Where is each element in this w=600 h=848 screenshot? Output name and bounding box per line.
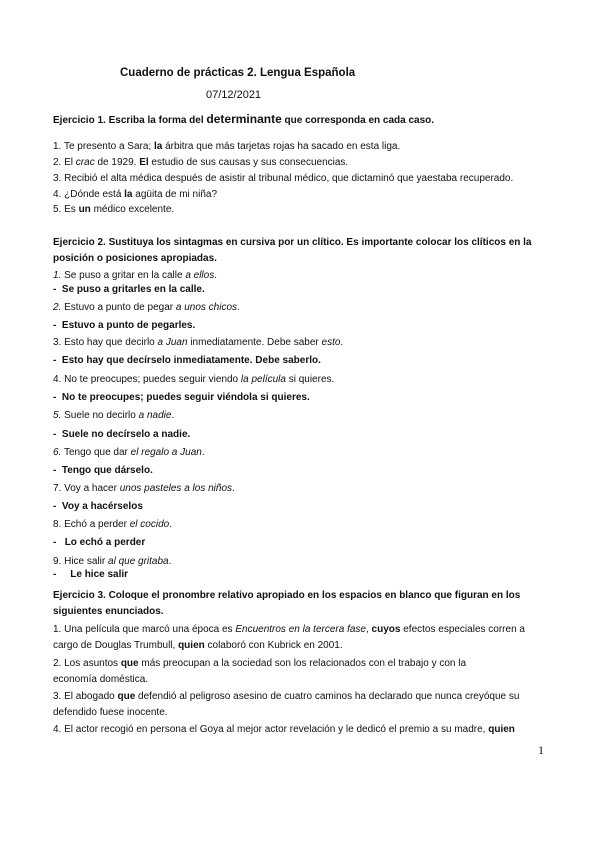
- exercise-3-heading-line-1: Ejercicio 3. Coloque el pronombre relativo apropiado en los espacios en blanco que figuran en los: [53, 590, 521, 601]
- exercise-2-heading-line-1: Ejercicio 2. Sustituya los sintagmas en cursiva por un clítico. Es importante colocar los clíticos en la: [53, 237, 532, 248]
- exercise-2-answer-7: - Voy a hacérselos: [53, 501, 143, 512]
- exercise-2-question-3: 3. Esto hay que decirlo a Juan inmediatamente. Debe saber esto.: [53, 337, 344, 348]
- exercise-3-heading-line-2: siguientes enunciados.: [53, 606, 164, 617]
- exercise-1-item-2: 2. El crac de 1929. El estudio de sus causas y sus consecuencias.: [53, 157, 349, 168]
- exercise-2-question-6: 6. Tengo que dar el regalo a Juan.: [53, 447, 205, 458]
- exercise-2-answer-4: - No te preocupes; puedes seguir viéndola si quieres.: [53, 392, 310, 403]
- exercise-2-answer-6: - Tengo que dárselo.: [53, 465, 153, 476]
- exercise-1-item-1: 1. Te presento a Sara; la árbitra que más tarjetas rojas ha sacado en esta liga.: [53, 141, 401, 152]
- document-date: 07/12/2021: [206, 89, 262, 101]
- exercise-2-question-1: 1. Se puso a gritar en la calle a ellos.: [53, 270, 217, 281]
- exercise-2-answer-3: - Esto hay que decírselo inmediatamente. Debe saberlo.: [53, 355, 321, 366]
- exercise-2-question-2: 2. Estuvo a punto de pegar a unos chicos.: [53, 302, 240, 313]
- exercise-2-question-7: 7. Voy a hacer unos pasteles a los niños.: [53, 483, 235, 494]
- exercise-2-answer-5: - Suele no decírselo a nadie.: [53, 429, 191, 440]
- exercise-3-item-3-line-2: defendido fuese inocente.: [53, 707, 168, 718]
- exercise-3-item-4-line-1: 4. El actor recogió en persona el Goya al mejor actor revelación y le dedicó el premio a su madre, quien: [53, 724, 515, 735]
- exercise-3-item-1-line-2: cargo de Douglas Trumbull, quien colaboró con Kubrick en 2001.: [53, 640, 343, 651]
- exercise-1-item-3: 3. Recibió el alta médica después de asistir al tribunal médico, que dictaminó que yaestaba recuperado.: [53, 173, 514, 184]
- exercise-3-item-1-line-1: 1. Una película que marcó una época es Encuentros en la tercera fase, cuyos efectos especiales corren a: [53, 624, 525, 635]
- exercise-2-heading-line-2: posición o posiciones apropiadas.: [53, 253, 217, 264]
- exercise-2-answer-9: - Le hice salir: [53, 569, 129, 580]
- exercise-3-item-3-line-1: 3. El abogado que defendió al peligroso asesino de cuatro caminos ha declarado que nunca creyóque su: [53, 691, 520, 702]
- exercise-2-question-9: 9. Hice salir al que gritaba.: [53, 556, 172, 567]
- exercise-1-item-5: 5. Es un médico excelente.: [53, 204, 175, 215]
- exercise-2-question-4: 4. No te preocupes; puedes seguir viendo la película si quieres.: [53, 374, 335, 385]
- exercise-2-answer-8: - Lo echó a perder: [53, 537, 146, 548]
- exercise-2-answer-1: - Se puso a gritarles en la calle.: [53, 284, 205, 295]
- exercise-2-question-5: 5. Suele no decirlo a nadie.: [53, 410, 175, 421]
- exercise-3-item-2-line-1: 2. Los asuntos que más preocupan a la sociedad son los relacionados con el trabajo y con la: [53, 658, 467, 669]
- document-title: Cuaderno de prácticas 2. Lengua Española: [120, 67, 356, 79]
- exercise-1-item-4: 4. ¿Dónde está la agüita de mi niña?: [53, 189, 218, 200]
- exercise-2-question-8: 8. Echó a perder el cocido.: [53, 519, 172, 530]
- exercise-2-answer-2: - Estuvo a punto de pegarles.: [53, 320, 196, 331]
- page-number: 1: [538, 743, 544, 757]
- exercise-3-item-2-line-2: economía doméstica.: [53, 674, 149, 685]
- exercise-1-heading: Ejercicio 1. Escriba la forma del determinante que corresponda en cada caso.: [53, 112, 435, 126]
